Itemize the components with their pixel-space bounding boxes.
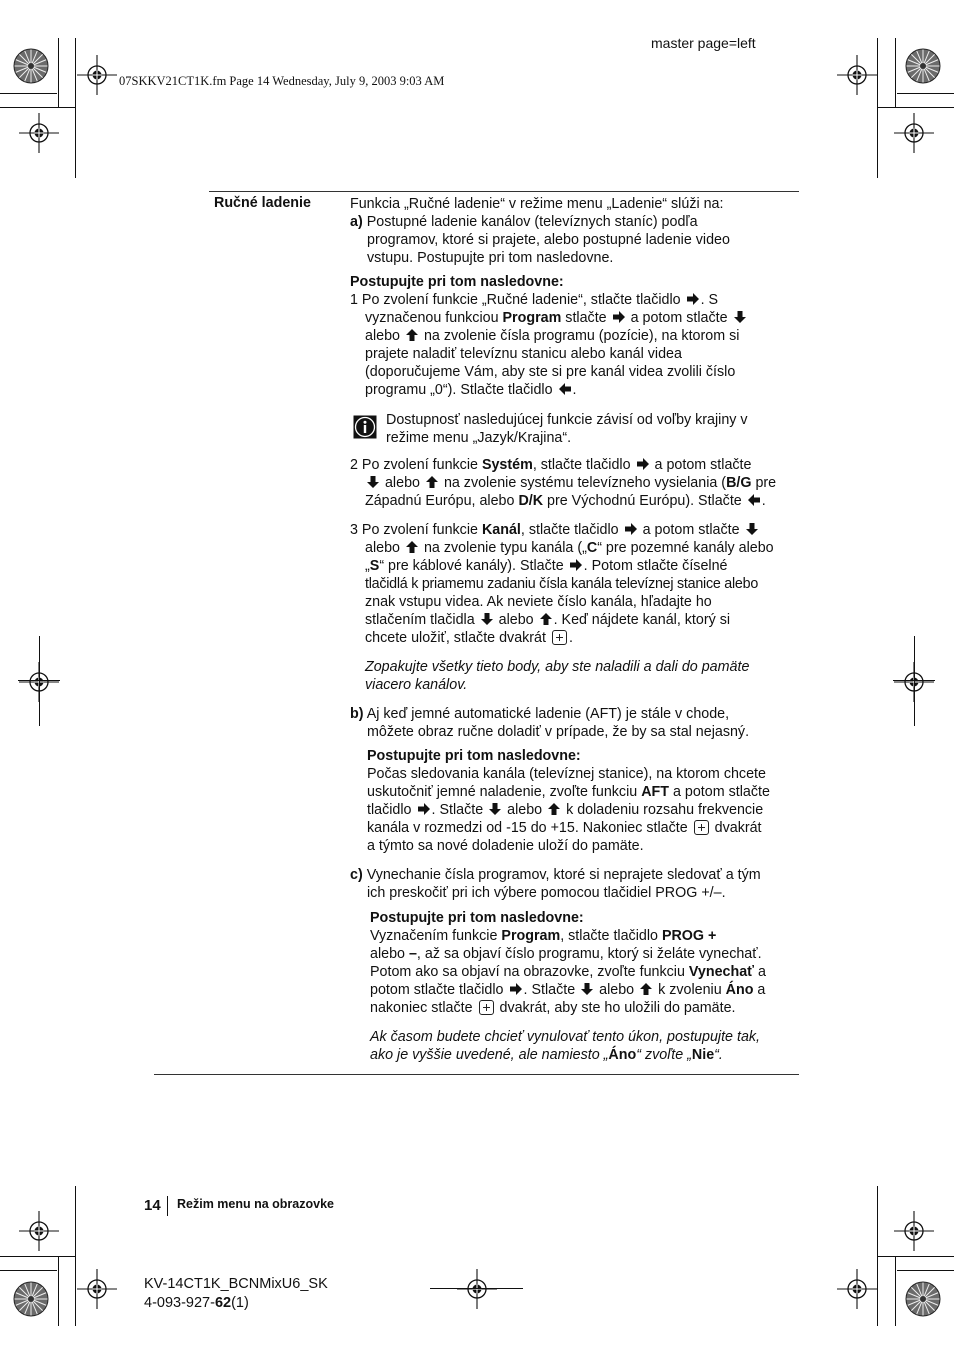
arrow-up-icon (639, 982, 653, 996)
item-c: c) Vynechanie čísla programov, ktoré si neprajete sledovať a tým (350, 867, 761, 883)
procedure-heading: Postupujte pri tom nasledovne: (350, 274, 564, 290)
ok-button-icon (552, 630, 567, 645)
content-column: Funkcia „Ručné ladenie“ v režime menu „Ladenie“ slúži na: a) Postupné ladenie kanálov (televíznych staníc) podľa programov, ktoré si prajete, alebo postupné ladenie video vstupu. Postupujte pri tom nasledovne. Postupujte pri tom nasledovne: 1 Po zvolení funkcie „Ručné ladenie“, stlačte tlačidlo . S vyznačenou funkciou Program stlačte a potom stlačte alebo na zvolenie čísla programu (pozície), na ktorom si prajete naladiť televíznu stanicu alebo kanál videa (doporučujeme Vám, aby ste si pre kanál videa zvolili číslo programu „0“). Stlačte tlačidlo . Dostupnosť nasledujúcej funkcie závisí od voľby krajiny v režime menu „Jazyk/Krajina“. 2 Po zvolení funkcie Systém, stlačte tlačidlo a potom stlačte alebo na zvolenie systému televízneho vysielania (B/G pre Západnú Európu, alebo D/K pre Východnú Európu). Stlačte . 3 Po zvolení funkcie Kanál, stlačte tlačidlo a potom stlačte alebo na zvolenie typu kanála („C“ pre pozemné kanály alebo „S“ pre káblové kanály). Stlačte . Potom stlačte číselné tlačidlá k priamemu zadaniu čísla kanála televíznej stanice alebo znak vstupu videa. Ak neviete číslo kanála, hľadajte ho stlačením tlačidla alebo . Keď nájdete kanál, ktorý si chcete uložiť, stlačte dvakrát . Zopakujte všetky tieto body, aby ste naladili a dali do pamäte viacero kanálov. b) Aj keď jemné automatické ladenie (AFT) je stále v chode, môžete obraz ručne doladiť v prípade, že by sa stal nejasný. Postupujte pri tom nasledovne: Počas sledovania kanála (televíznej stanice), na ktorom chcete uskutočniť jemné naladenie, zvoľte funkciu AFT a potom stlačte tlačidlo . Stlačte alebo k doladeniu rozsahu frekvencie kanála v rozmedzi od -15 do +15. Nakoniec stlačte dvakrát a týmto sa nové doladenie uloží do pamäte. c) Vynechanie čísla programov, ktoré si neprajete sledovať a tým ich preskočiť pri ich výbere pomocou tlačidiel PROG +/–. Postupujte pri tom nasledovne: Vyznačením funkcie Program, stlačte tlačidlo PROG + alebo –, až sa objaví číslo programu, ktorý si želáte vynechať. Potom ako sa objaví na obrazovke, zvoľte funkciu Vynechať a potom stlačte tlačidlo . Stlačte alebo k zvoleniu Áno a nakoniec stlačte dvakrát, aby ste ho uložili do pamäte. Ak časom budete chcieť vynulovať tento úkon, postupujte tak, ako je vyššie uvedené, ale namiesto „Áno“ zvoľte „Nie“. (350, 196, 777, 1063)
bottom-rule (154, 1074, 799, 1075)
arrow-right-icon (569, 558, 583, 572)
reset-note: Ak časom budete chcieť vynulovať tento úkon, postupujte tak, (370, 1029, 761, 1045)
arrow-up-icon (539, 612, 553, 626)
arrow-down-icon (733, 310, 747, 324)
item-b: b) Aj keď jemné automatické ladenie (AFT) je stále v chode, (350, 706, 730, 722)
ok-button-icon (479, 1000, 494, 1015)
note-text: Dostupnosť nasledujúcej funkcie závisí od voľby krajiny v (386, 412, 748, 428)
crop-target-icon (903, 1279, 943, 1319)
crop-target-icon (11, 46, 51, 86)
procedure-heading: Postupujte pri tom nasledovne: (370, 910, 584, 926)
registration-mark-icon (19, 113, 59, 153)
arrow-down-icon (480, 612, 494, 626)
registration-mark-icon (894, 1211, 934, 1251)
registration-mark-icon (77, 1269, 117, 1309)
arrow-up-icon (405, 540, 419, 554)
top-rule (209, 191, 799, 192)
part-number: 4-093-927-62(1) (144, 1295, 249, 1311)
arrow-right-icon (612, 310, 626, 324)
registration-mark-icon (457, 1269, 497, 1309)
arrow-down-icon (366, 475, 380, 489)
procedure-heading: Postupujte pri tom nasledovne: (367, 748, 581, 764)
arrow-down-icon (745, 522, 759, 536)
crop-target-icon (11, 1279, 51, 1319)
arrow-up-icon (405, 328, 419, 342)
arrow-down-icon (488, 802, 502, 816)
repeat-note: Zopakujte všetky tieto body, aby ste naladili a dali do pamäte (365, 659, 750, 675)
arrow-left-icon (747, 493, 761, 507)
step-2: 2 Po zvolení funkcie Systém, stlačte tlačidlo a potom stlačte (350, 457, 752, 473)
arrow-left-icon (558, 382, 572, 396)
page-number: 14 (144, 1197, 161, 1214)
file-info-line: 07SKKV21CT1K.fm Page 14 Wednesday, July 9, 2003 9:03 AM (119, 74, 445, 88)
registration-mark-icon (837, 1269, 877, 1309)
ok-button-icon (694, 820, 709, 835)
arrow-right-icon (636, 457, 650, 471)
arrow-right-icon (686, 292, 700, 306)
info-icon (353, 415, 377, 439)
arrow-right-icon (509, 982, 523, 996)
intro-text: Funkcia „Ručné ladenie“ v režime menu „Ladenie“ slúži na: (350, 196, 724, 212)
arrow-right-icon (417, 802, 431, 816)
registration-mark-icon (19, 1211, 59, 1251)
footer-divider (167, 1196, 168, 1216)
section-title: Ručné ladenie (214, 195, 311, 211)
arrow-right-icon (624, 522, 638, 536)
step-3: 3 Po zvolení funkcie Kanál, stlačte tlačidlo a potom stlačte (350, 521, 760, 539)
registration-mark-icon (894, 113, 934, 153)
item-a: a) Postupné ladenie kanálov (televíznych staníc) podľa (350, 214, 698, 230)
registration-mark-icon (837, 55, 877, 95)
crop-target-icon (903, 46, 943, 86)
registration-mark-icon (77, 55, 117, 95)
arrow-up-icon (547, 802, 561, 816)
master-page-label: master page=left (651, 35, 756, 51)
arrow-up-icon (425, 475, 439, 489)
arrow-down-icon (580, 982, 594, 996)
footer-section: Režim menu na obrazovke (177, 1197, 334, 1211)
model-code: KV-14CT1K_BCNMixU6_SK (144, 1276, 328, 1292)
